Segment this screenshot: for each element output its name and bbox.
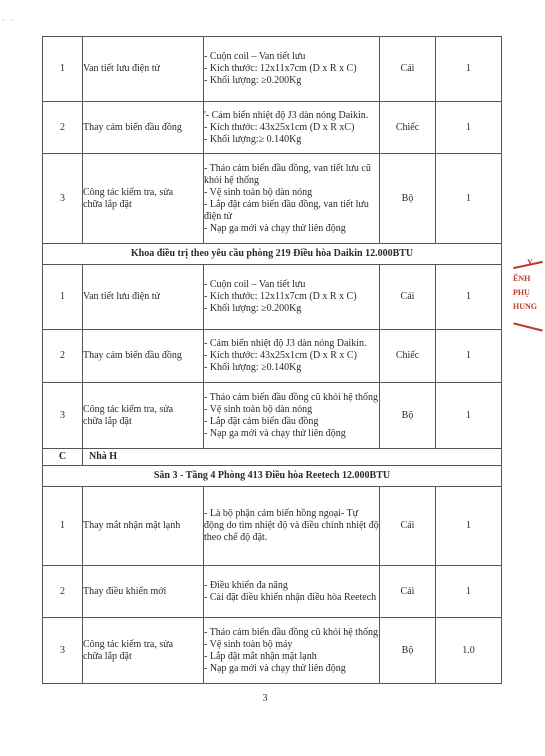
section-title — [43, 244, 502, 265]
stt-cell — [43, 566, 83, 618]
spec-line: - Lắp đặt cảm biến đầu đồng — [204, 415, 319, 427]
item-name-line: Công tác kiểm tra, sửa — [83, 186, 174, 198]
spec-line: - Tháo cảm biến đầu đồng cũ khỏi hệ thống — [204, 626, 378, 638]
unit-text: Cái — [400, 291, 415, 302]
table-row — [43, 102, 502, 154]
qty-cell — [436, 383, 502, 449]
qty-cell — [436, 566, 502, 618]
spec-line: - Kích thước: 43x25x1cm (D x R x C) — [204, 350, 357, 361]
spec-line: - Nạp ga mới và chạy thử liên động — [204, 222, 346, 234]
stt-cell — [43, 265, 83, 330]
item-name-cell — [83, 102, 204, 154]
table-row — [43, 330, 502, 383]
qty-cell — [436, 330, 502, 383]
item-name-cell — [83, 265, 204, 330]
spec-line: - Cảm biến nhiệt độ J3 dàn nóng Daikin. — [204, 338, 367, 349]
spec-line: - Khối lượng: ≥0.140Kg — [204, 362, 302, 373]
stt-text: 3 — [60, 192, 65, 204]
unit-cell — [380, 330, 436, 383]
qty-text: 1 — [466, 121, 471, 133]
unit-text: Chiếc — [395, 121, 420, 133]
spec-line: - Cuộn coil – Van tiết lưu — [204, 51, 306, 62]
unit-cell — [380, 154, 436, 244]
spec-cell — [204, 37, 380, 102]
qty-text: 1 — [466, 585, 471, 597]
stamp-text: PHỤ — [513, 288, 530, 297]
qty-cell — [436, 487, 502, 566]
spec-line: - Nạp ga mới và chạy thử liên động — [204, 427, 346, 439]
item-name-cell — [83, 618, 204, 684]
item-name-cell — [83, 154, 204, 244]
item-name-line: Thay cảm biến đầu đồng — [83, 121, 182, 133]
qty-cell — [436, 618, 502, 684]
stt-cell — [43, 383, 83, 449]
stt-cell — [43, 102, 83, 154]
spec-line: - Cài đặt điều khiển nhận điều hòa Reetech — [204, 591, 377, 603]
item-name-line: chữa lắp đặt — [83, 650, 132, 662]
unit-text: Cái — [400, 63, 415, 74]
section-row — [43, 244, 502, 265]
table-row — [43, 487, 502, 566]
stamp-line — [513, 322, 543, 331]
qty-cell — [436, 154, 502, 244]
table-row — [43, 566, 502, 618]
unit-cell — [380, 265, 436, 330]
red-stamp — [505, 258, 545, 378]
unit-text: Bộ — [401, 409, 414, 421]
spec-line: - Tháo cảm biến đầu đồng cũ khỏi hệ thống — [204, 391, 378, 403]
spec-line: - Vệ sinh toàn bộ máy — [204, 638, 293, 650]
spec-cell — [204, 330, 380, 383]
unit-cell — [380, 37, 436, 102]
table-row — [43, 37, 502, 102]
table-row — [43, 154, 502, 244]
spec-line: - Lắp đặt mắt nhận mặt lạnh — [204, 650, 317, 662]
item-name-line: Van tiết lưu điện tử — [83, 63, 160, 74]
stt-text: 2 — [60, 350, 65, 361]
unit-cell — [380, 102, 436, 154]
qty-cell — [436, 102, 502, 154]
spec-line: - Kích thước: 12x11x7cm (D x R x C) — [204, 291, 357, 302]
qty-text: 1 — [466, 192, 471, 204]
spec-line: - Nạp ga mới và chạy thử liên động — [204, 662, 346, 674]
unit-text: Bộ — [401, 644, 414, 656]
stt-text: 1 — [60, 63, 65, 74]
page-number: 3 — [262, 693, 268, 704]
spec-line: - Điều khiển đa năng — [204, 579, 288, 591]
unit-cell — [380, 618, 436, 684]
spec-cell — [204, 383, 380, 449]
group-title: Nhà H — [89, 451, 118, 462]
item-name-line: Công tác kiểm tra, sửa — [83, 638, 174, 650]
spec-cell — [204, 265, 380, 330]
qty-cell — [436, 37, 502, 102]
spec-line: - Khối lượng: ≥0.200Kg — [204, 303, 302, 314]
spec-line: - Khối lượng:≥ 0.140Kg — [204, 133, 302, 145]
group-title-cell — [83, 449, 502, 466]
item-name-line: Công tác kiểm tra, sửa — [83, 403, 174, 415]
stt-cell — [43, 154, 83, 244]
stt-cell — [43, 330, 83, 383]
stt-text: 1 — [60, 520, 65, 531]
unit-text: Bộ — [401, 192, 414, 204]
spec-line: - Khối lượng: ≥0.200Kg — [204, 75, 302, 86]
stamp-text: Y — [527, 258, 533, 267]
section-title-text: Khoa điều trị theo yêu cầu phòng 219 Điều hòa Daikin 12.000BTU — [130, 248, 414, 259]
stamp-text: HUNG — [513, 302, 537, 311]
qty-text: 1 — [466, 409, 471, 421]
stt-cell — [43, 618, 83, 684]
spec-cell — [204, 618, 380, 684]
qty-text: 1 — [466, 63, 471, 74]
spec-line: - Cuộn coil – Van tiết lưu — [204, 279, 306, 290]
unit-cell — [380, 383, 436, 449]
unit-text: Chiếc — [395, 350, 420, 361]
spec-line: - Tháo cảm biến đầu đồng, van tiết lưu cũ khỏi hệ thống — [204, 162, 371, 186]
stt-text: 2 — [60, 121, 65, 133]
qty-text: 1.0 — [462, 644, 475, 656]
qty-text: 1 — [466, 520, 471, 531]
section-title-text: Sân 3 - Tầng 4 Phòng 413 Điều hòa Reetech 12.000BTU — [153, 470, 391, 481]
spec-cell — [204, 487, 380, 566]
unit-cell — [380, 566, 436, 618]
group-label-cell — [43, 449, 83, 466]
stt-text: 3 — [60, 409, 65, 421]
spec-cell — [204, 566, 380, 618]
qty-text: 1 — [466, 291, 471, 302]
item-name-line: Van tiết lưu điện tử — [83, 291, 160, 302]
unit-cell — [380, 487, 436, 566]
stt-text: 1 — [60, 291, 65, 302]
item-name-cell — [83, 487, 204, 566]
item-name-line: Thay cảm biến đầu đồng — [83, 350, 182, 361]
stamp-text: ẾNH — [513, 274, 531, 283]
spec-cell — [204, 102, 380, 154]
spec-line: - Là bộ phận cảm biến hồng ngoại- Tự động do tìm nhiệt độ và điều chỉnh nhiệt độ theo chế độ đặt. — [204, 508, 379, 543]
item-name-cell — [83, 37, 204, 102]
table-row — [43, 618, 502, 684]
item-name-line: chữa lắp đặt — [83, 415, 132, 427]
stt-cell — [43, 487, 83, 566]
item-name-cell — [83, 383, 204, 449]
section-title — [43, 466, 502, 487]
item-name-line: Thay mắt nhận mặt lạnh — [83, 520, 181, 531]
corner-mark: · · — [2, 16, 16, 25]
group-row — [43, 449, 502, 466]
spec-cell — [204, 154, 380, 244]
spec-line: - Kích thước: 43x25x1cm (D x R xC) — [204, 121, 355, 133]
stt-cell — [43, 37, 83, 102]
group-label: C — [58, 451, 67, 462]
qty-text: 1 — [466, 350, 471, 361]
unit-text: Cái — [400, 520, 415, 531]
stt-text: 3 — [60, 644, 65, 656]
item-name-line: Thay điều khiển mới — [83, 585, 167, 597]
spec-line: - Vệ sinh toàn bộ dàn nóng — [204, 186, 313, 198]
stt-text: 2 — [60, 585, 65, 597]
equipment-table — [42, 36, 502, 684]
table-row — [43, 383, 502, 449]
spec-line: '- Cảm biến nhiệt độ J3 dàn nóng Daikin. — [204, 109, 369, 121]
spec-line: - Vệ sinh toàn bộ dàn nóng — [204, 403, 313, 415]
spec-line: - Kích thước: 12x11x7cm (D x R x C) — [204, 63, 357, 74]
item-name-cell — [83, 330, 204, 383]
section-row — [43, 466, 502, 487]
unit-text: Cái — [400, 585, 415, 597]
qty-cell — [436, 265, 502, 330]
spec-line: - Lắp đặt cảm biến đầu đồng, van tiết lưu điện tử — [204, 198, 369, 222]
item-name-line: chữa lắp đặt — [83, 198, 132, 210]
item-name-cell — [83, 566, 204, 618]
table-row — [43, 265, 502, 330]
